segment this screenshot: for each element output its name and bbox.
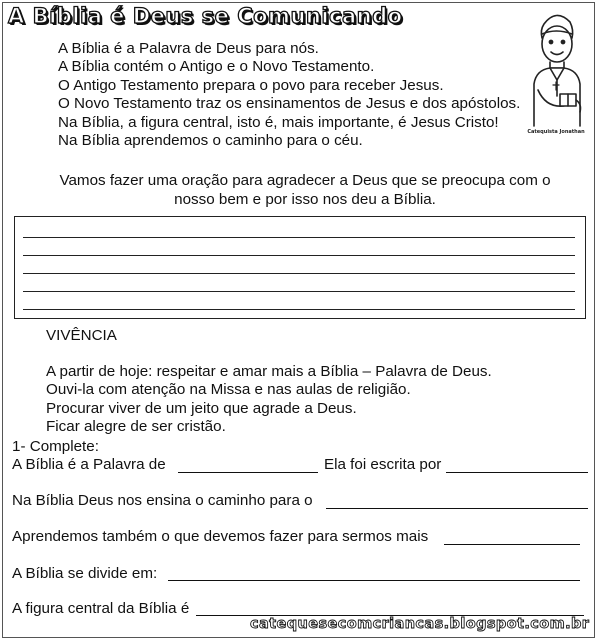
worksheet-title: A Bíblia é Deus se Comunicando — [8, 4, 403, 28]
question-4: A Bíblia se divide em: — [12, 565, 158, 582]
vivencia-line: A partir de hoje: respeitar e amar mais a Bíblia – Palavra de Deus. — [46, 363, 492, 380]
intro-text — [58, 40, 520, 150]
vivencia-line: Procurar viver de um jeito que agrade a Deus. — [46, 399, 357, 417]
intro-line: A Bíblia contém o Antigo e o Novo Testamento. — [58, 58, 375, 76]
prayer-writing-box[interactable] — [14, 216, 586, 319]
vivencia-line: Ouvi-la com atenção na Missa e nas aulas de religião. — [46, 381, 411, 399]
exercise-heading: 1- Complete: — [12, 438, 99, 455]
writing-line[interactable] — [23, 291, 575, 292]
intro-line: Na Bíblia, a figura central, isto é, mais importante, é Jesus Cristo! — [58, 113, 499, 131]
question-1-part-1: A Bíblia é a Palavra de — [12, 456, 166, 473]
intro-line: O Novo Testamento traz os ensinamentos de Jesus e dos apóstolos. — [58, 95, 521, 113]
writing-line[interactable] — [23, 309, 575, 310]
answer-blank-2[interactable] — [326, 508, 588, 509]
intro-line: O Antigo Testamento prepara o povo para receber Jesus. — [58, 76, 444, 94]
writing-line[interactable] — [23, 255, 575, 256]
question-2: Na Bíblia Deus nos ensina o caminho para o — [12, 492, 313, 509]
answer-blank-1a[interactable] — [178, 472, 318, 473]
intro-line: A Bíblia é a Palavra de Deus para nós. — [58, 40, 319, 57]
vivencia-heading: VIVÊNCIA — [46, 327, 117, 344]
intro-line: Na Bíblia aprendemos o caminho para o céu. — [58, 132, 363, 150]
answer-blank-1b[interactable] — [446, 472, 588, 473]
prayer-prompt: Vamos fazer uma oração para agradecer a Deus que se preocupa com o nosso bem e por isso nos deu a Bíblia. — [59, 172, 551, 208]
catechist-illustration — [520, 8, 592, 138]
question-1-part-2: Ela foi escrita por — [324, 456, 442, 473]
writing-line[interactable] — [23, 237, 575, 238]
footer-website: catequesecomcriancas.blogspot.com.br — [250, 616, 590, 632]
answer-blank-4[interactable] — [168, 580, 580, 581]
writing-line[interactable] — [23, 273, 575, 274]
vivencia-line: Ficar alegre de ser cristão. — [46, 418, 226, 436]
vivencia-list — [46, 363, 492, 437]
question-5: A figura central da Bíblia é — [12, 600, 190, 617]
question-3: Aprendemos também o que devemos fazer para sermos mais — [12, 528, 429, 545]
mascot-caption: Catequista Jonathan — [527, 129, 585, 135]
answer-blank-3[interactable] — [444, 544, 580, 545]
